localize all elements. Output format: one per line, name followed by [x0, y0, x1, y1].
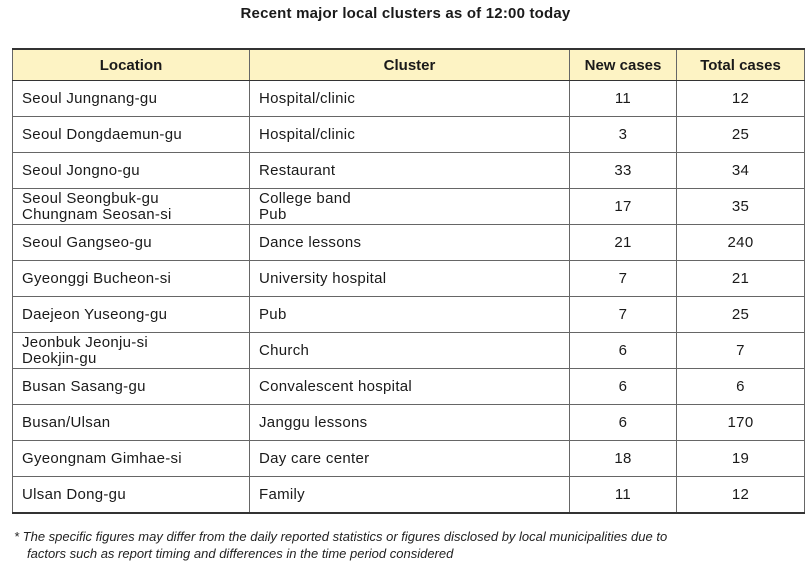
cluster-cell-text: Pub: [259, 305, 287, 323]
location-cell: [13, 405, 250, 441]
new-cases-cell: 3: [570, 117, 677, 153]
cluster-cell: [250, 297, 570, 333]
location-cell: [13, 153, 250, 189]
footnote-line-2: factors such as report timing and differences in the time period considered: [27, 546, 454, 561]
location-cell: [13, 333, 250, 369]
location-cell-text: Seoul Gangseo-gu: [22, 233, 152, 251]
new-cases-cell: 7: [570, 297, 677, 333]
footnote-line-1: * The specific figures may differ from the daily reported statistics or figures disclosed by local municipalities due to: [14, 529, 668, 544]
location-cell-text: Seoul Jongno-gu: [22, 161, 140, 179]
total-cases-cell: 240: [677, 225, 805, 261]
new-cases-cell: 11: [570, 477, 677, 514]
total-cases-cell: 7: [677, 333, 805, 369]
table-header-row: [13, 49, 805, 81]
location-cell-text: Ulsan Dong-gu: [22, 485, 126, 503]
table-row: [13, 189, 805, 225]
total-cases-cell: 21: [677, 261, 805, 297]
cluster-cell: [250, 81, 570, 117]
header-cluster: Cluster: [250, 49, 570, 81]
cluster-cell-text: Restaurant: [259, 161, 336, 179]
total-cases-cell: 25: [677, 117, 805, 153]
cluster-cell: [250, 117, 570, 153]
total-cases-cell: 6: [677, 369, 805, 405]
total-cases-cell: 34: [677, 153, 805, 189]
cluster-cell-text: College band: [259, 189, 352, 207]
location-cell-text: Busan Sasang-gu: [22, 377, 146, 395]
page-title: Recent major local clusters as of 12:00 today: [240, 5, 571, 22]
cluster-cell: [250, 333, 570, 369]
cluster-cell: [250, 261, 570, 297]
cluster-cell: [250, 189, 570, 225]
cluster-cell-text: Pub: [259, 205, 287, 223]
table-row: [13, 441, 805, 477]
header-location: Location: [13, 49, 250, 81]
location-cell-text: Busan/Ulsan: [22, 413, 111, 431]
new-cases-cell: 33: [570, 153, 677, 189]
cluster-cell: [250, 225, 570, 261]
cluster-cell-text: Convalescent hospital: [259, 377, 413, 395]
new-cases-cell: 6: [570, 405, 677, 441]
location-cell-text: Jeonbuk Jeonju-si: [22, 333, 149, 351]
table-row: [13, 261, 805, 297]
cluster-cell: [250, 153, 570, 189]
location-cell: [13, 369, 250, 405]
footnote: [14, 528, 804, 562]
table-body: [13, 81, 805, 514]
new-cases-cell: 17: [570, 189, 677, 225]
table-row: [13, 477, 805, 514]
location-cell: [13, 477, 250, 514]
new-cases-cell: 11: [570, 81, 677, 117]
total-cases-cell: 25: [677, 297, 805, 333]
cluster-cell-text: Dance lessons: [259, 233, 362, 251]
cluster-cell: [250, 369, 570, 405]
new-cases-cell: 6: [570, 333, 677, 369]
cluster-cell-text: Day care center: [259, 449, 370, 467]
new-cases-cell: 21: [570, 225, 677, 261]
clusters-table: [12, 48, 805, 514]
location-cell-text: Chungnam Seosan-si: [22, 205, 172, 223]
table-row: [13, 297, 805, 333]
cluster-cell: [250, 405, 570, 441]
table-row: [13, 405, 805, 441]
cluster-cell-text: University hospital: [259, 269, 387, 287]
total-cases-cell: 170: [677, 405, 805, 441]
cluster-cell-text: Family: [259, 485, 305, 503]
table-row: [13, 153, 805, 189]
table-row: [13, 81, 805, 117]
new-cases-cell: 6: [570, 369, 677, 405]
location-cell: [13, 189, 250, 225]
total-cases-cell: 12: [677, 81, 805, 117]
header-new-cases: New cases: [570, 49, 677, 81]
total-cases-cell: 35: [677, 189, 805, 225]
location-cell-text: Daejeon Yuseong-gu: [22, 305, 168, 323]
table-row: [13, 225, 805, 261]
location-cell-text: Gyeongnam Gimhae-si: [22, 449, 182, 467]
cluster-cell-text: Janggu lessons: [259, 413, 368, 431]
location-cell: [13, 81, 250, 117]
location-cell-text: Gyeonggi Bucheon-si: [22, 269, 172, 287]
location-cell-text: Seoul Dongdaemun-gu: [22, 125, 182, 143]
location-cell: [13, 441, 250, 477]
new-cases-cell: 7: [570, 261, 677, 297]
location-cell: [13, 117, 250, 153]
location-cell-text: Seoul Seongbuk-gu: [22, 189, 159, 207]
cluster-cell: [250, 441, 570, 477]
location-cell-text: Seoul Jungnang-gu: [22, 89, 158, 107]
table-row: [13, 117, 805, 153]
cluster-cell-text: Hospital/clinic: [259, 125, 356, 143]
new-cases-cell: 18: [570, 441, 677, 477]
table-row: [13, 369, 805, 405]
total-cases-cell: 12: [677, 477, 805, 514]
location-cell: [13, 297, 250, 333]
header-total-cases: Total cases: [677, 49, 805, 81]
cluster-cell-text: Church: [259, 341, 310, 359]
table-row: [13, 333, 805, 369]
location-cell: [13, 225, 250, 261]
total-cases-cell: 19: [677, 441, 805, 477]
cluster-cell: [250, 477, 570, 514]
cluster-cell-text: Hospital/clinic: [259, 89, 356, 107]
location-cell: [13, 261, 250, 297]
location-cell-text: Deokjin-gu: [22, 349, 97, 367]
